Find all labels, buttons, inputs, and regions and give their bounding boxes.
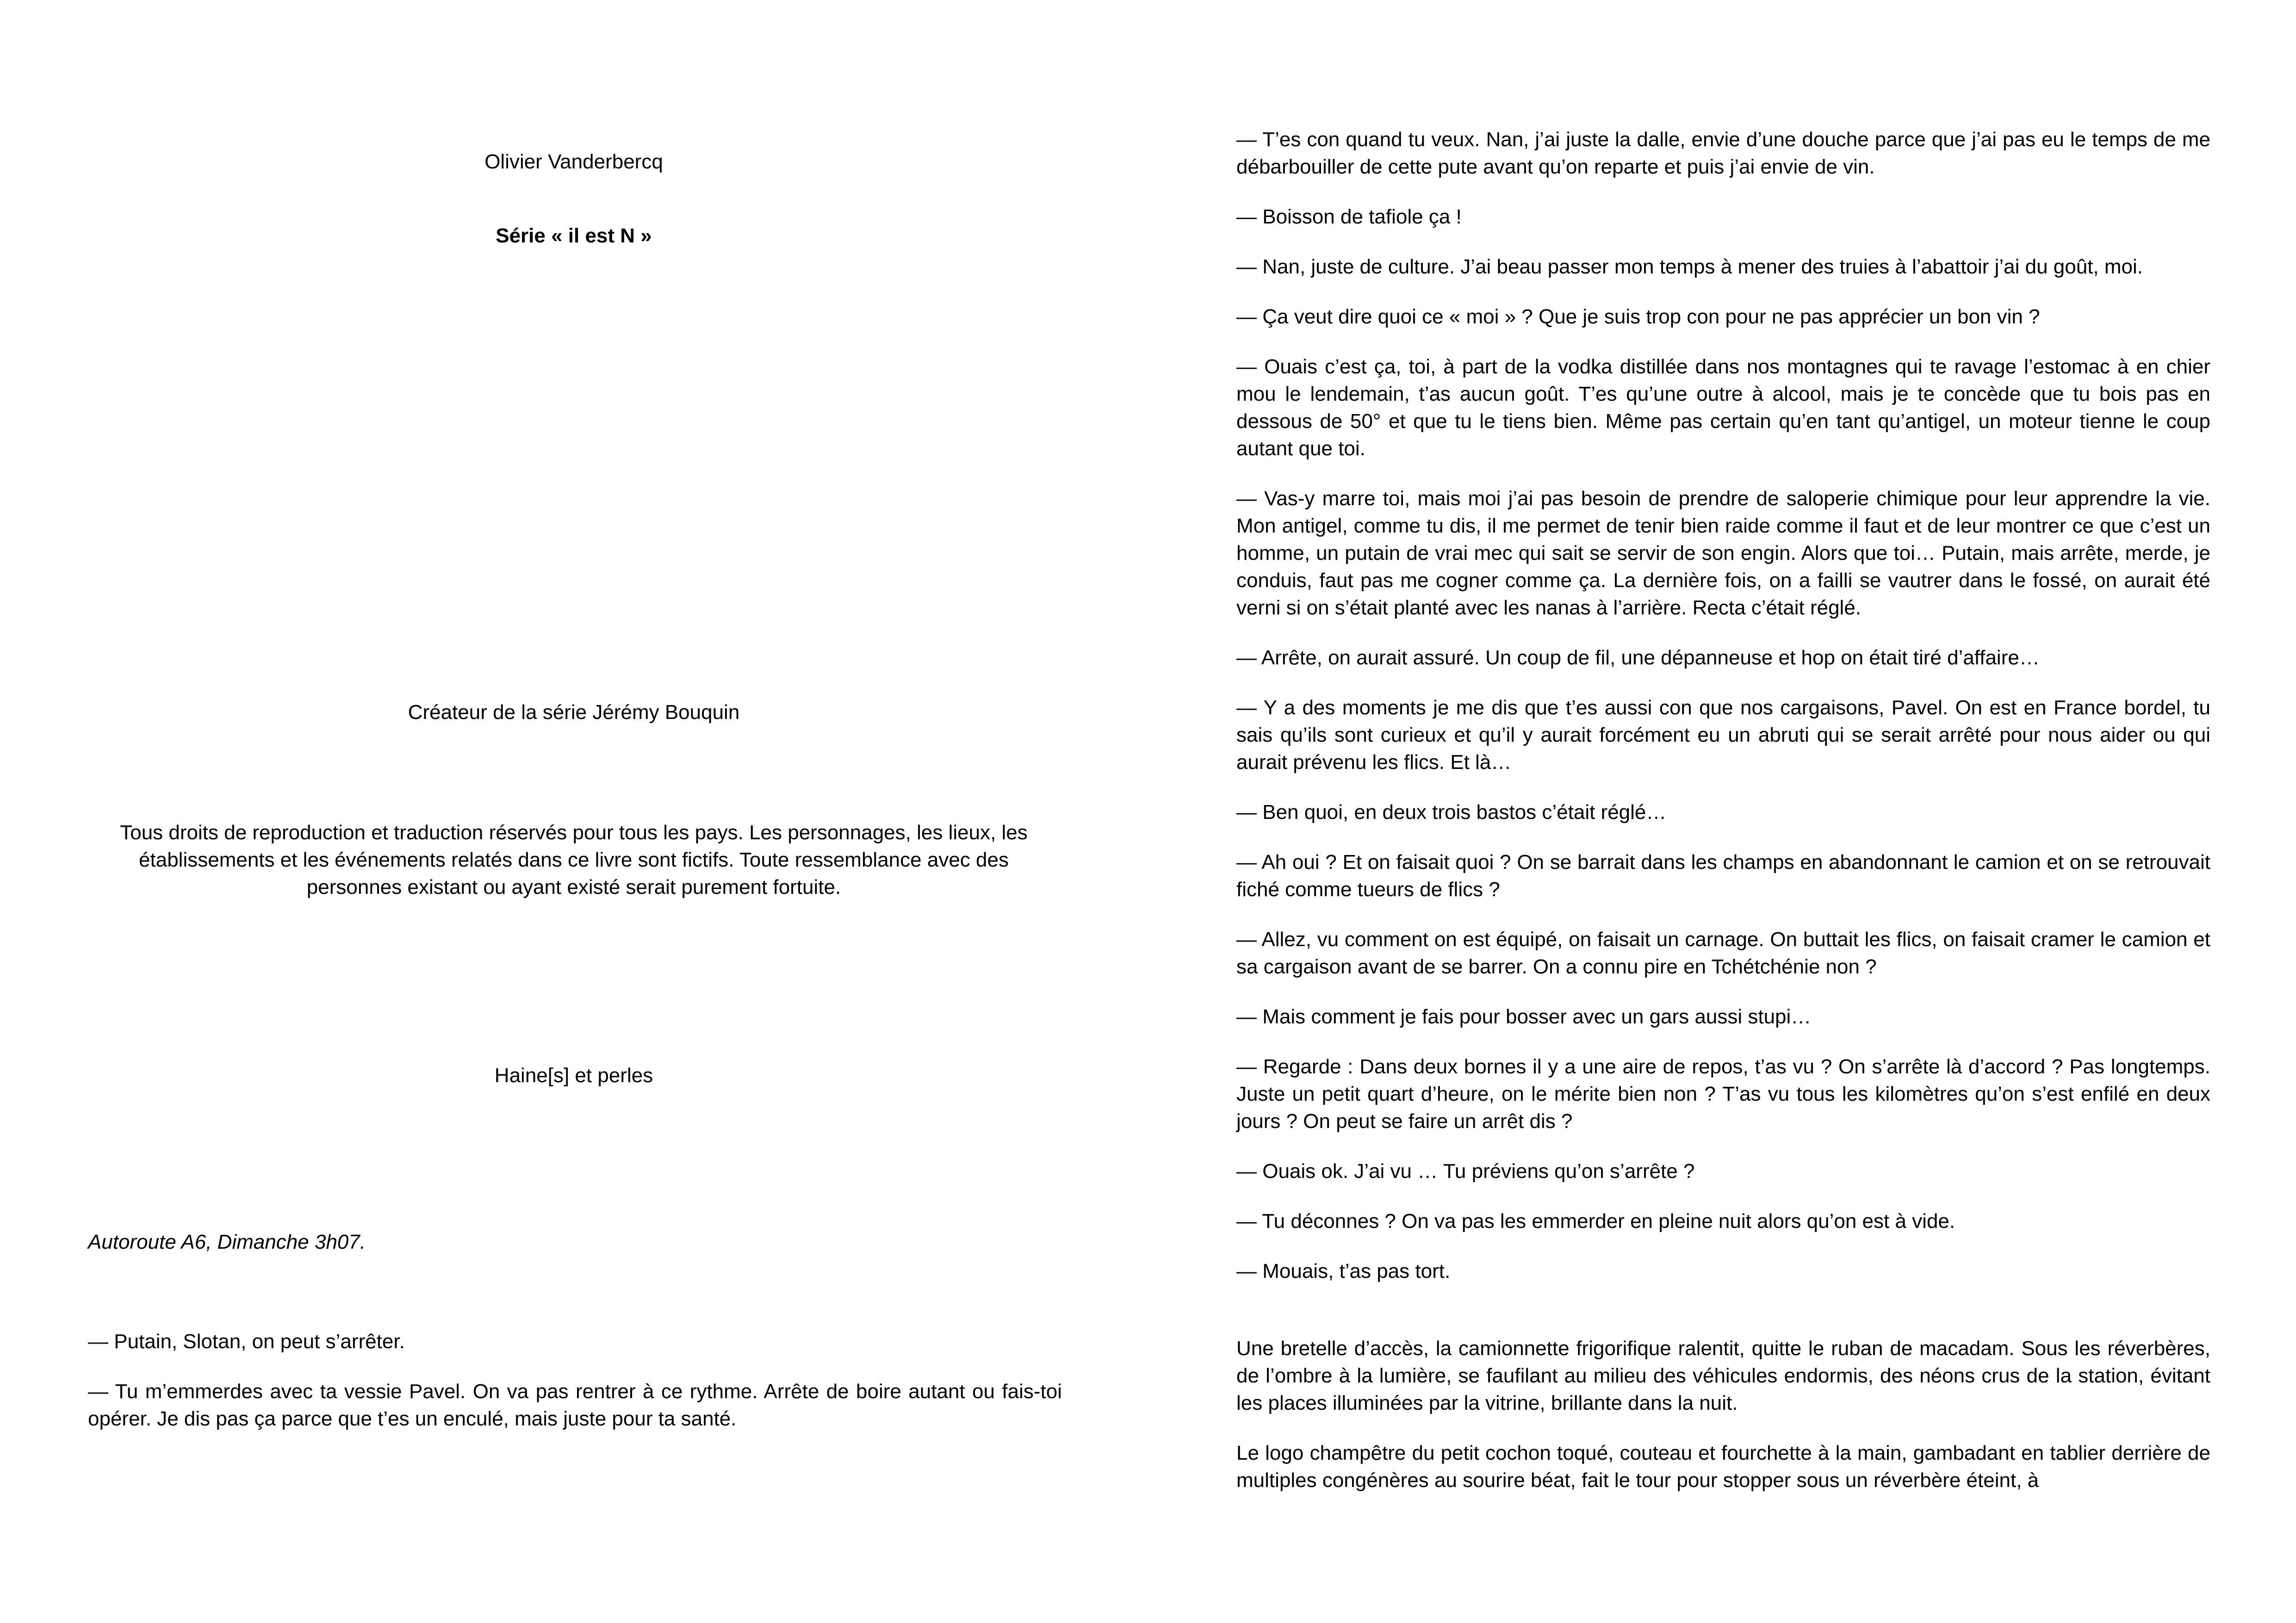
dialogue-line: — Tu déconnes ? On va pas les emmerder en pleine nuit alors qu’on est à vide. [1236,1210,1955,1233]
series-title: Série « il est N » [496,224,652,247]
dialogue-line: — Putain, Slotan, on peut s’arrêter. [88,1330,405,1353]
chapter-location: Autoroute A6, Dimanche 3h07. [88,1231,366,1253]
dialogue-line: — Allez, vu comment on est équipé, on faisait un carnage. On buttait les flics, on faisait cramer le camion et sa cargaison avant de se barrer. On a connu pire en Tchétchénie non ? [1236,928,2210,978]
dialogue-line: — Regarde : Dans deux bornes il y a une aire de repos, t’as vu ? On s’arrête là d’accord ? Pas longtemps. Juste un petit quart d’heure, on le mérite bien non ? T’as vu tous les kilomètres qu’on s’est enfilé en deux jours ? On peut se faire un arrêt dis ? [1236,1055,2210,1133]
dialogue-line: — T’es con quand tu veux. Nan, j’ai juste la dalle, envie d’une douche parce que j’ai pas eu le temps de me débarbouiller de cette pute avant qu’on reparte et puis j’ai envie de vin. [1236,128,2210,178]
left-dialogue [88,1328,1062,1455]
dialogue-line: — Tu m’emmerdes avec ta vessie Pavel. On va pas rentrer à ce rythme. Arrête de boire autant ou fais-toi opérer. Je dis pas ça parce que t’es un enculé, mais juste pour ta santé. [88,1380,1062,1430]
book-title: Haine[s] et perles [494,1064,653,1087]
dialogue-line: — Arrête, on aurait assuré. Un coup de fil, une dépanneuse et hop on était tiré d’affaire… [1236,646,2040,669]
rights-line: Tous droits de reproduction et traduction réservés pour tous les pays. Les personnages, les lieux, les [120,821,1028,844]
narration-paragraph: Une bretelle d’accès, la camionnette frigorifique ralentit, quitte le ruban de macadam. Sous les réverbères, de l’ombre à la lumière, se faufilant au milieu des véhicules endormis, des néons crus de la station, évitant les places illuminées par la vitrine, brillante dans la nuit. [1236,1337,2210,1414]
right-page-text [1236,126,2210,1517]
dialogue-line: — Ouais c’est ça, toi, à part de la vodka distillée dans nos montagnes qui te ravage l’estomac à en chier mou le lendemain, t’as aucun goût. T’es qu’une outre à alcool, mais je te concède que tu bois pas en dessous de 50° et que tu le tiens bien. Même pas certain qu’en tant qu’antigel, un moteur tienne le coup autant que toi. [1236,355,2210,460]
series-creator: Créateur de la série Jérémy Bouquin [408,701,740,724]
dialogue-line: — Ça veut dire quoi ce « moi » ? Que je suis trop con pour ne pas apprécier un bon vin ? [1236,305,2040,328]
rights-notice [88,819,1060,901]
right-page [1148,0,2296,1623]
narration-block [1236,1335,2210,1494]
dialogue-line: — Ben quoi, en deux trois bastos c’était réglé… [1236,801,1667,824]
dialogue-line: — Mais comment je fais pour bosser avec un gars aussi stupi… [1236,1005,1812,1028]
dialogue-line: — Vas-y marre toi, mais moi j’ai pas besoin de prendre de saloperie chimique pour leur apprendre la vie. Mon antigel, comme tu dis, il me permet de tenir bien raide comme il faut et de leur montrer ce que c’est un homme, un putain de vrai mec qui sait se servir de son engin. Alors que toi… Putain, mais arrête, merde, je conduis, faut pas me cogner comme ça. La dernière fois, on a failli se vautrer dans le fossé, on aurait été verni si on s’était planté avec les nanas à l’arrière. Recta c’était réglé. [1236,487,2210,619]
dialogue-line: — Mouais, t’as pas tort. [1236,1260,1451,1282]
dialogue-line: — Y a des moments je me dis que t’es aussi con que nos cargaisons, Pavel. On est en France bordel, tu sais qu’ils sont curieux et qu’il y aurait forcément eu un abruti qui se serait arrêté pour nous aider ou qui aurait prévenu les flics. Et là… [1236,696,2210,774]
dialogue-line: — Ah oui ? Et on faisait quoi ? On se barrait dans les champs en abandonnant le camion et on se retrouvait fiché comme tueurs de flics ? [1236,851,2210,901]
dialogue-line: — Ouais ok. J’ai vu … Tu préviens qu’on s’arrête ? [1236,1160,1695,1183]
dialogue-line: — Nan, juste de culture. J’ai beau passer mon temps à mener des truies à l’abattoir j’ai du goût, moi. [1236,255,2143,278]
rights-line: établissements et les événements relatés dans ce livre sont fictifs. Toute ressemblance avec des [139,849,1009,871]
author-name: Olivier Vanderbercq [484,150,663,173]
dialogue-line: — Boisson de tafiole ça ! [1236,205,1462,228]
rights-line: personnes existant ou ayant existé serait purement fortuite. [306,876,841,898]
narration-paragraph: Le logo champêtre du petit cochon toqué, couteau et fourchette à la main, gambadant en tablier derrière de multiples congénères au sourire béat, fait le tour pour stopper sous un réverbère éteint, à [1236,1442,2210,1492]
